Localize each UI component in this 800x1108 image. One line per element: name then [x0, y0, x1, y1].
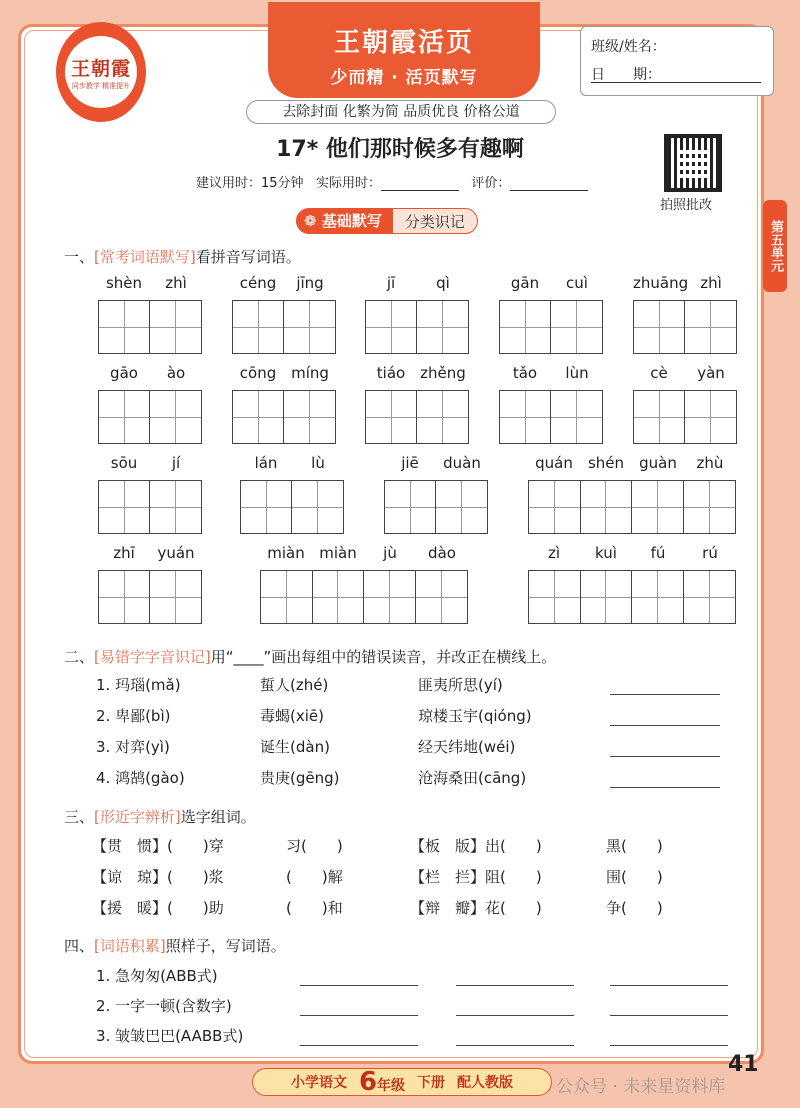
- writing-cell[interactable]: [417, 391, 468, 443]
- pronunciation-item: 3. 对弈(yì): [96, 738, 170, 756]
- slogan: 去除封面 化繁为简 品质优良 价格公道: [246, 100, 556, 124]
- writing-cell[interactable]: [581, 571, 633, 623]
- pinyin-label: guàn: [639, 454, 677, 472]
- answer-line[interactable]: [456, 1045, 574, 1046]
- char-choice-item: 【板 版】出( ): [410, 837, 542, 855]
- question-tag: [易错字字音识记]: [94, 648, 211, 666]
- writing-cell[interactable]: [500, 391, 551, 443]
- question-tag: [常考词语默写]: [94, 248, 196, 266]
- char-choice-item: 【贯 惯】( )穿: [92, 837, 224, 855]
- pronunciation-item: 4. 鸿鹄(gào): [96, 769, 185, 787]
- writing-cell[interactable]: [99, 571, 150, 623]
- writing-cell[interactable]: [500, 301, 551, 353]
- pinyin-label: jīng: [296, 274, 324, 292]
- pinyin-label: cuì: [566, 274, 588, 292]
- pinyin-label: tǎo: [512, 364, 538, 382]
- pinyin-label: kuì: [595, 544, 617, 562]
- page-number: 41: [728, 1052, 759, 1077]
- writing-cell[interactable]: [581, 481, 633, 533]
- writing-cell[interactable]: [292, 481, 343, 533]
- writing-boxes[interactable]: [633, 300, 737, 354]
- writing-cell[interactable]: [529, 571, 581, 623]
- writing-cell[interactable]: [99, 301, 150, 353]
- writing-cell[interactable]: [99, 481, 150, 533]
- writing-boxes[interactable]: [365, 300, 469, 354]
- name-label: 班级/姓名：: [591, 39, 666, 55]
- pinyin-label: shén: [587, 454, 625, 472]
- writing-cell[interactable]: [284, 391, 335, 443]
- char-choice-item: 【援 暖】( )助: [92, 899, 224, 917]
- answer-line[interactable]: [610, 787, 720, 788]
- suggested-time: 建议用时：15分钟: [196, 176, 304, 191]
- pinyin-label: dào: [428, 544, 456, 562]
- pronunciation-item: 沧海桑田(cāng): [418, 769, 527, 787]
- answer-line[interactable]: [610, 694, 720, 695]
- answer-line[interactable]: [610, 725, 720, 726]
- writing-cell[interactable]: [634, 301, 685, 353]
- pinyin-label: fú: [650, 544, 666, 562]
- logo-text: 王朝霞: [70, 57, 131, 80]
- pinyin-label: ào: [166, 364, 186, 382]
- question-4: 四、[词语积累]照样子，写词语。: [64, 937, 286, 955]
- writing-cell[interactable]: [685, 301, 736, 353]
- writing-cell[interactable]: [634, 391, 685, 443]
- pronunciation-item: 毒蝎(xiē): [260, 707, 324, 725]
- pinyin-label: jī: [386, 274, 396, 292]
- writing-cell[interactable]: [150, 391, 201, 443]
- writing-cell[interactable]: [436, 481, 487, 533]
- writing-boxes[interactable]: [98, 570, 202, 624]
- char-choice-item: 【辩 瓣】花( ): [410, 899, 542, 917]
- pronunciation-item: 匪夷所思(yí): [418, 676, 503, 694]
- pinyin-label: quán: [535, 454, 573, 472]
- pinyin-label: zhù: [696, 454, 724, 472]
- writing-cell[interactable]: [366, 301, 417, 353]
- writing-cell[interactable]: [551, 301, 602, 353]
- word-task: 3. 皱皱巴巴(AABB式): [96, 1027, 244, 1045]
- pinyin-label: lùn: [565, 364, 589, 382]
- pronunciation-item: 贵庚(gēng): [260, 769, 340, 787]
- writing-cell[interactable]: [364, 571, 416, 623]
- evaluation-label: 评价：: [471, 176, 511, 191]
- char-choice-item: 黑( ): [606, 837, 663, 855]
- char-choice-item: 习( ): [286, 837, 343, 855]
- question-3: 三、[形近字辨析]选字组词。: [64, 808, 256, 826]
- actual-time-label: 实际用时：: [315, 176, 381, 191]
- pinyin-label: jí: [171, 454, 181, 472]
- unit-tab: 第五单元: [763, 200, 787, 292]
- pinyin-label: gāo: [110, 364, 138, 382]
- writing-boxes[interactable]: [260, 570, 468, 624]
- section-subtitle: 分类识记: [392, 208, 478, 234]
- char-choice-item: 争( ): [606, 899, 663, 917]
- pinyin-label: céng: [239, 274, 277, 292]
- question-tag: [形近字辨析]: [94, 808, 181, 826]
- pinyin-label: tiáo: [376, 364, 406, 382]
- writing-cell[interactable]: [150, 481, 201, 533]
- evaluation-field[interactable]: [510, 177, 588, 191]
- writing-cell[interactable]: [150, 571, 201, 623]
- writing-cell[interactable]: [632, 481, 684, 533]
- student-info-box: [580, 26, 774, 96]
- answer-line[interactable]: [300, 985, 418, 986]
- writing-cell[interactable]: [551, 391, 602, 443]
- pinyin-label: yàn: [697, 364, 725, 382]
- brand-title: 王朝霞活页: [333, 28, 474, 58]
- answer-line[interactable]: [300, 1015, 418, 1016]
- pinyin-label: cè: [650, 364, 668, 382]
- pinyin-label: míng: [291, 364, 329, 382]
- writing-cell[interactable]: [685, 391, 736, 443]
- writing-boxes[interactable]: [499, 300, 603, 354]
- writing-cell[interactable]: [233, 391, 284, 443]
- pinyin-label: qì: [436, 274, 450, 292]
- brand-subtitle: 少而精 · 活页默写: [330, 68, 478, 88]
- writing-cell[interactable]: [99, 391, 150, 443]
- writing-cell[interactable]: [632, 571, 684, 623]
- pinyin-label: cōng: [239, 364, 277, 382]
- writing-cell[interactable]: [416, 571, 468, 623]
- pinyin-label: duàn: [443, 454, 481, 472]
- writing-cell[interactable]: [313, 571, 365, 623]
- footer-badge: 小学语文 6年级 下册 配人教版: [252, 1068, 552, 1096]
- answer-line[interactable]: [456, 1015, 574, 1016]
- brand-logo: [56, 22, 146, 122]
- pinyin-label: zhì: [700, 274, 722, 292]
- pronunciation-item: 经天纬地(wéi): [418, 738, 516, 756]
- date-label: 日 期：: [591, 67, 661, 83]
- writing-cell[interactable]: [366, 391, 417, 443]
- pronunciation-item: 诞生(dàn): [260, 738, 330, 756]
- writing-boxes[interactable]: [232, 300, 336, 354]
- pinyin-label: miàn: [319, 544, 357, 562]
- char-choice-item: ( )和: [286, 899, 343, 917]
- writing-cell[interactable]: [241, 481, 292, 533]
- writing-boxes[interactable]: [499, 390, 603, 444]
- answer-line[interactable]: [610, 1015, 728, 1016]
- actual-time-field[interactable]: [381, 177, 459, 191]
- writing-boxes[interactable]: [98, 480, 202, 534]
- pronunciation-item: 琼楼玉宇(qióng): [418, 707, 532, 725]
- char-choice-item: ( )解: [286, 868, 343, 886]
- writing-cell[interactable]: [684, 571, 736, 623]
- writing-cell[interactable]: [233, 301, 284, 353]
- pinyin-label: zhěng: [420, 364, 466, 382]
- writing-cell[interactable]: [150, 301, 201, 353]
- watermark: 公众号 · 未来星资料库: [556, 1077, 726, 1097]
- writing-cell[interactable]: [261, 571, 313, 623]
- brand-banner: [268, 2, 540, 98]
- flower-icon: ❁: [304, 212, 317, 230]
- word-task: 1. 急匆匆(ABB式): [96, 967, 218, 985]
- char-choice-item: 围( ): [606, 868, 663, 886]
- writing-boxes[interactable]: [98, 300, 202, 354]
- writing-cell[interactable]: [385, 481, 436, 533]
- pinyin-label: zhuāng: [633, 274, 689, 292]
- question-2: 二、[易错字字音识记]用“____”画出每组中的错误读音，并改正在横线上。: [64, 648, 557, 666]
- qr-code[interactable]: [664, 134, 722, 192]
- writing-boxes[interactable]: [240, 480, 344, 534]
- timing-row: [196, 172, 588, 191]
- question-tag: [词语积累]: [94, 937, 166, 955]
- pinyin-label: zhì: [165, 274, 187, 292]
- date-field[interactable]: [661, 67, 761, 83]
- page-title: 17* 他们那时候多有趣啊: [276, 137, 524, 162]
- word-task: 2. 一字一顿(含数字): [96, 997, 232, 1015]
- qr-label: 拍照批改: [660, 198, 713, 213]
- question-1: 一、[常考词语默写]看拼音写词语。: [64, 248, 301, 266]
- answer-line[interactable]: [456, 985, 574, 986]
- pinyin-label: miàn: [267, 544, 305, 562]
- writing-cell[interactable]: [684, 481, 736, 533]
- pinyin-label: jù: [383, 544, 397, 562]
- pinyin-label: zhī: [113, 544, 135, 562]
- writing-boxes[interactable]: [528, 570, 736, 624]
- section-header: [296, 208, 478, 234]
- pinyin-label: shèn: [105, 274, 143, 292]
- answer-line[interactable]: [610, 1045, 728, 1046]
- pinyin-label: zì: [547, 544, 561, 562]
- pinyin-label: yuán: [157, 544, 195, 562]
- pronunciation-item: 蜇人(zhé): [260, 676, 329, 694]
- char-choice-item: 【谅 琼】( )浆: [92, 868, 224, 886]
- writing-boxes[interactable]: [633, 390, 737, 444]
- writing-cell[interactable]: [529, 481, 581, 533]
- pinyin-label: jiē: [401, 454, 419, 472]
- logo-subtext: 同步教学 精准提升: [71, 81, 131, 90]
- pinyin-label: rú: [702, 544, 718, 562]
- pinyin-label: lán: [254, 454, 278, 472]
- answer-line[interactable]: [610, 756, 720, 757]
- writing-boxes[interactable]: [528, 480, 736, 534]
- pinyin-label: lù: [311, 454, 325, 472]
- char-choice-item: 【栏 拦】阻( ): [410, 868, 542, 886]
- writing-boxes[interactable]: [365, 390, 469, 444]
- section-title: ❁ 基础默写: [296, 208, 392, 234]
- writing-boxes[interactable]: [384, 480, 488, 534]
- writing-cell[interactable]: [284, 301, 335, 353]
- writing-cell[interactable]: [417, 301, 468, 353]
- writing-boxes[interactable]: [232, 390, 336, 444]
- pinyin-label: gān: [510, 274, 540, 292]
- answer-line[interactable]: [300, 1045, 418, 1046]
- pronunciation-item: 2. 卑鄙(bì): [96, 707, 171, 725]
- pinyin-label: sōu: [110, 454, 138, 472]
- writing-boxes[interactable]: [98, 390, 202, 444]
- pronunciation-item: 1. 玛瑙(mǎ): [96, 676, 181, 694]
- answer-line[interactable]: [610, 985, 728, 986]
